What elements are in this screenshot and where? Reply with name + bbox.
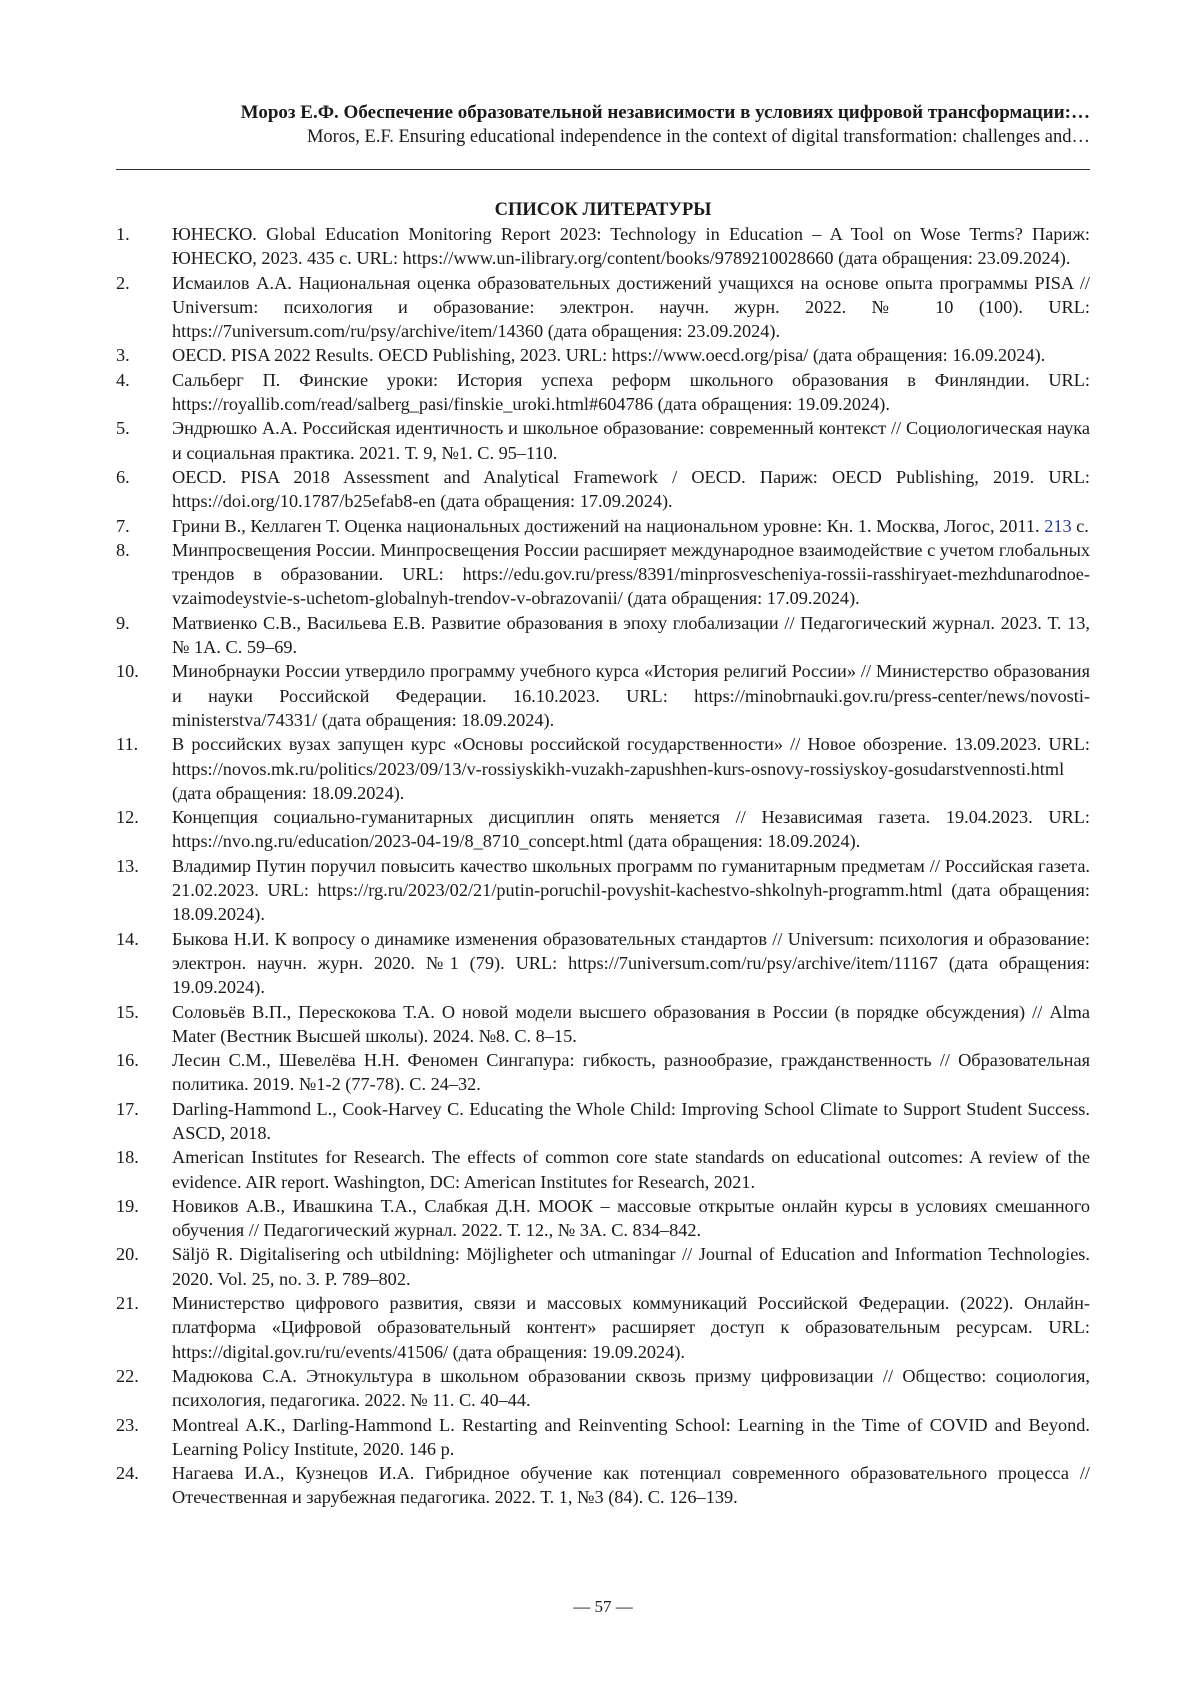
header-divider <box>116 169 1090 170</box>
page-number: — 57 — <box>116 1596 1090 1618</box>
reference-number: 9. <box>116 611 130 635</box>
reference-number: 22. <box>116 1364 139 1388</box>
reference-text: Эндрюшко А.А. Российская идентичность и школьное образование: современный контекст // Социологическая наука и социальная практика. 2021. Т. 9, №1. С. 95–110. <box>172 416 1090 465</box>
reference-list <box>116 222 1090 1510</box>
reference-item <box>116 538 1090 611</box>
reference-text: Министерство цифрового развития, связи и массовых коммуникаций Российской Федерации. (2022). Онлайн-платформа «Цифровой образовательный контент» расширяет доступ к образовательным ресурсам. URL: https://digital.gov.ru/ru/events/41506/ (дата обращения: 19.09.2024). <box>172 1291 1090 1364</box>
reference-text: Мадюкова С.А. Этнокультура в школьном образовании сквозь призму цифровизации // Общество: социология, психология, педагогика. 2022. № 11. С. 40–44. <box>172 1364 1090 1413</box>
reference-text: Минобрнауки России утвердило программу учебного курса «История религий России» // Министерство образования и науки Российской Федерации. 16.10.2023. URL: https://minobrnauki.gov.ru/press-center/news/novosti-ministerstva/74331/ (дата обращения: 18.09.2024). <box>172 659 1090 732</box>
reference-text: Минпросвещения России. Минпросвещения России расширяет международное взаимодействие с учетом глобальных трендов в образовании. URL: https://edu.gov.ru/press/8391/minprosvescheniya-rossii-rasshiryaet-mezhdunarodnoe-vzaimodeystvie-s-uchetom-globalnyh-trendov-v-obrazovanii/ (дата обращения: 17.09.2024). <box>172 538 1090 611</box>
reference-text: Матвиенко С.В., Васильева Е.В. Развитие образования в эпоху глобализации // Педагогический журнал. 2023. Т. 13, № 1А. С. 59–69. <box>172 611 1090 660</box>
reference-text: Новиков А.В., Ивашкина Т.А., Слабкая Д.Н. МООК – массовые открытые онлайн курсы в условиях смешанного обучения // Педагогический журнал. 2022. Т. 12., № 3А. С. 834–842. <box>172 1194 1090 1243</box>
reference-number: 5. <box>116 416 130 440</box>
reference-number: 24. <box>116 1461 139 1485</box>
reference-item <box>116 1291 1090 1364</box>
reference-item <box>116 1364 1090 1413</box>
reference-text: ЮНЕСКО. Global Education Monitoring Report 2023: Technology in Education – A Tool on Wose Terms? Париж: ЮНЕСКО, 2023. 435 с. URL: https://www.un-ilibrary.org/content/books/9789210028660 (дата обращения: 23.09.2024). <box>172 222 1090 271</box>
reference-item <box>116 1242 1090 1291</box>
reference-text: Сальберг П. Финские уроки: История успеха реформ школьного образования в Финляндии. URL: https://royallib.com/read/salberg_pasi/finskie_uroki.html#604786 (дата обращения: 19.09.2024). <box>172 368 1090 417</box>
reference-text: Концепция социально-гуманитарных дисциплин опять меняется // Независимая газета. 19.04.2023. URL: https://nvo.ng.ru/education/2023-04-19/8_8710_concept.html (дата обращения: 18.09.2024). <box>172 805 1090 854</box>
section-title: СПИСОК ЛИТЕРАТУРЫ <box>116 198 1090 222</box>
reference-number: 19. <box>116 1194 139 1218</box>
reference-item <box>116 854 1090 927</box>
reference-item <box>116 271 1090 344</box>
reference-text-end: с. <box>1072 516 1089 536</box>
reference-item <box>116 805 1090 854</box>
reference-number: 15. <box>116 1000 139 1024</box>
reference-text: OECD. PISA 2022 Results. OECD Publishing, 2023. URL: https://www.oecd.org/pisa/ (дата обращения: 16.09.2024). <box>172 343 1090 367</box>
reference-item <box>116 732 1090 805</box>
reference-text: Нагаева И.А., Кузнецов И.А. Гибридное обучение как потенциал современного образовательного процесса // Отечественная и зарубежная педагогика. 2022. Т. 1, №3 (84). С. 126–139. <box>172 1461 1090 1510</box>
reference-text: OECD. PISA 2018 Assessment and Analytical Framework / OECD. Париж: OECD Publishing, 2019. URL: https://doi.org/10.1787/b25efab8-en (дата обращения: 17.09.2024). <box>172 465 1090 514</box>
reference-item <box>116 1461 1090 1510</box>
reference-text: Быкова Н.И. К вопросу о динамике изменения образовательных стандартов // Universum: психология и образование: электрон. научн. журн. 2020. №1 (79). URL: https://7universum.com/ru/psy/archive/item/11167 (дата обращения: 19.09.2024). <box>172 927 1090 1000</box>
reference-text: Säljö R. Digitalisering och utbildning: Möjligheter och utmaningar // Journal of Education and Information Technologies. 2020. Vol. 25, no. 3. P. 789–802. <box>172 1242 1090 1291</box>
reference-item <box>116 611 1090 660</box>
reference-item <box>116 222 1090 271</box>
reference-number: 21. <box>116 1291 139 1315</box>
reference-item <box>116 343 1090 367</box>
reference-item <box>116 1097 1090 1146</box>
reference-number: 11. <box>116 732 138 756</box>
reference-item <box>116 1145 1090 1194</box>
reference-number: 3. <box>116 343 130 367</box>
reference-item <box>116 659 1090 732</box>
reference-number: 1. <box>116 222 130 246</box>
running-head-title-en: Moros, E.F. Ensuring educational independence in the context of digital transformation: challenges and… <box>116 125 1090 150</box>
reference-item <box>116 368 1090 417</box>
page-link[interactable]: 213 <box>1044 516 1071 536</box>
reference-number: 14. <box>116 927 139 951</box>
reference-number: 12. <box>116 805 139 829</box>
reference-number: 6. <box>116 465 130 489</box>
reference-item <box>116 927 1090 1000</box>
journal-page <box>0 0 1200 1697</box>
reference-text-start: Грини В., Келлаген Т. Оценка национальных достижений на национальном уровне: Кн. 1. Москва, Логос, 2011. <box>172 516 1044 536</box>
reference-number: 4. <box>116 368 130 392</box>
reference-number: 13. <box>116 854 139 878</box>
reference-item <box>116 1413 1090 1462</box>
reference-item <box>116 1048 1090 1097</box>
reference-number: 8. <box>116 538 130 562</box>
reference-number: 7. <box>116 514 130 538</box>
reference-text: Соловьёв В.П., Перескокова Т.А. О новой модели высшего образования в России (в порядке обсуждения) // Alma Mater (Вестник Высшей школы). 2024. №8. С. 8–15. <box>172 1000 1090 1049</box>
reference-text: Montreal A.K., Darling-Hammond L. Restarting and Reinventing School: Learning in the Time of COVID and Beyond. Learning Policy Institute, 2020. 146 p. <box>172 1413 1090 1462</box>
reference-number: 17. <box>116 1097 139 1121</box>
reference-text: Лесин С.М., Шевелёва Н.Н. Феномен Сингапура: гибкость, разнообразие, гражданственность // Образовательная политика. 2019. №1-2 (77-78). С. 24–32. <box>172 1048 1090 1097</box>
reference-number: 16. <box>116 1048 139 1072</box>
reference-text: American Institutes for Research. The effects of common core state standards on educational outcomes: A review of the evidence. AIR report. Washington, DC: American Institutes for Research, 2021. <box>172 1145 1090 1194</box>
reference-text: Исмаилов А.А. Национальная оценка образовательных достижений учащихся на основе опыта программы PISA // Universum: психология и образование: электрон. научн. журн. 2022. № 10 (100). URL: https://7universum.com/ru/psy/archive/item/14360 (дата обращения: 23.09.2024). <box>172 271 1090 344</box>
reference-text: Darling-Hammond L., Cook-Harvey C. Educating the Whole Child: Improving School Climate to Support Student Success. ASCD, 2018. <box>172 1097 1090 1146</box>
reference-item <box>116 465 1090 514</box>
reference-number: 20. <box>116 1242 139 1266</box>
reference-text: Владимир Путин поручил повысить качество школьных программ по гуманитарным предметам // Российская газета. 21.02.2023. URL: https://rg.ru/2023/02/21/putin-poruchil-povyshit-kachestvo-shkolnyh-programm.html (дата обращения: 18.09.2024). <box>172 854 1090 927</box>
running-head-title-ru: Мороз Е.Ф. Обеспечение образовательной независимости в условиях цифровой трансформации:… <box>116 100 1090 125</box>
reference-number: 10. <box>116 659 139 683</box>
reference-text <box>172 514 1090 538</box>
reference-item <box>116 514 1090 538</box>
running-head <box>116 100 1090 150</box>
reference-item <box>116 1194 1090 1243</box>
reference-number: 18. <box>116 1145 139 1169</box>
reference-text: В российских вузах запущен курс «Основы российской государственности» // Новое обозрение. 13.09.2023. URL: https://novos.mk.ru/politics/2023/09/13/v-rossiyskikh-vuzakh-zapushhen-kurs-osnovy-rossiyskoy-gosudarstvennosti.html (дата обращения: 18.09.2024). <box>172 732 1090 805</box>
reference-number: 2. <box>116 271 130 295</box>
reference-item <box>116 416 1090 465</box>
reference-number: 23. <box>116 1413 139 1437</box>
reference-item <box>116 1000 1090 1049</box>
